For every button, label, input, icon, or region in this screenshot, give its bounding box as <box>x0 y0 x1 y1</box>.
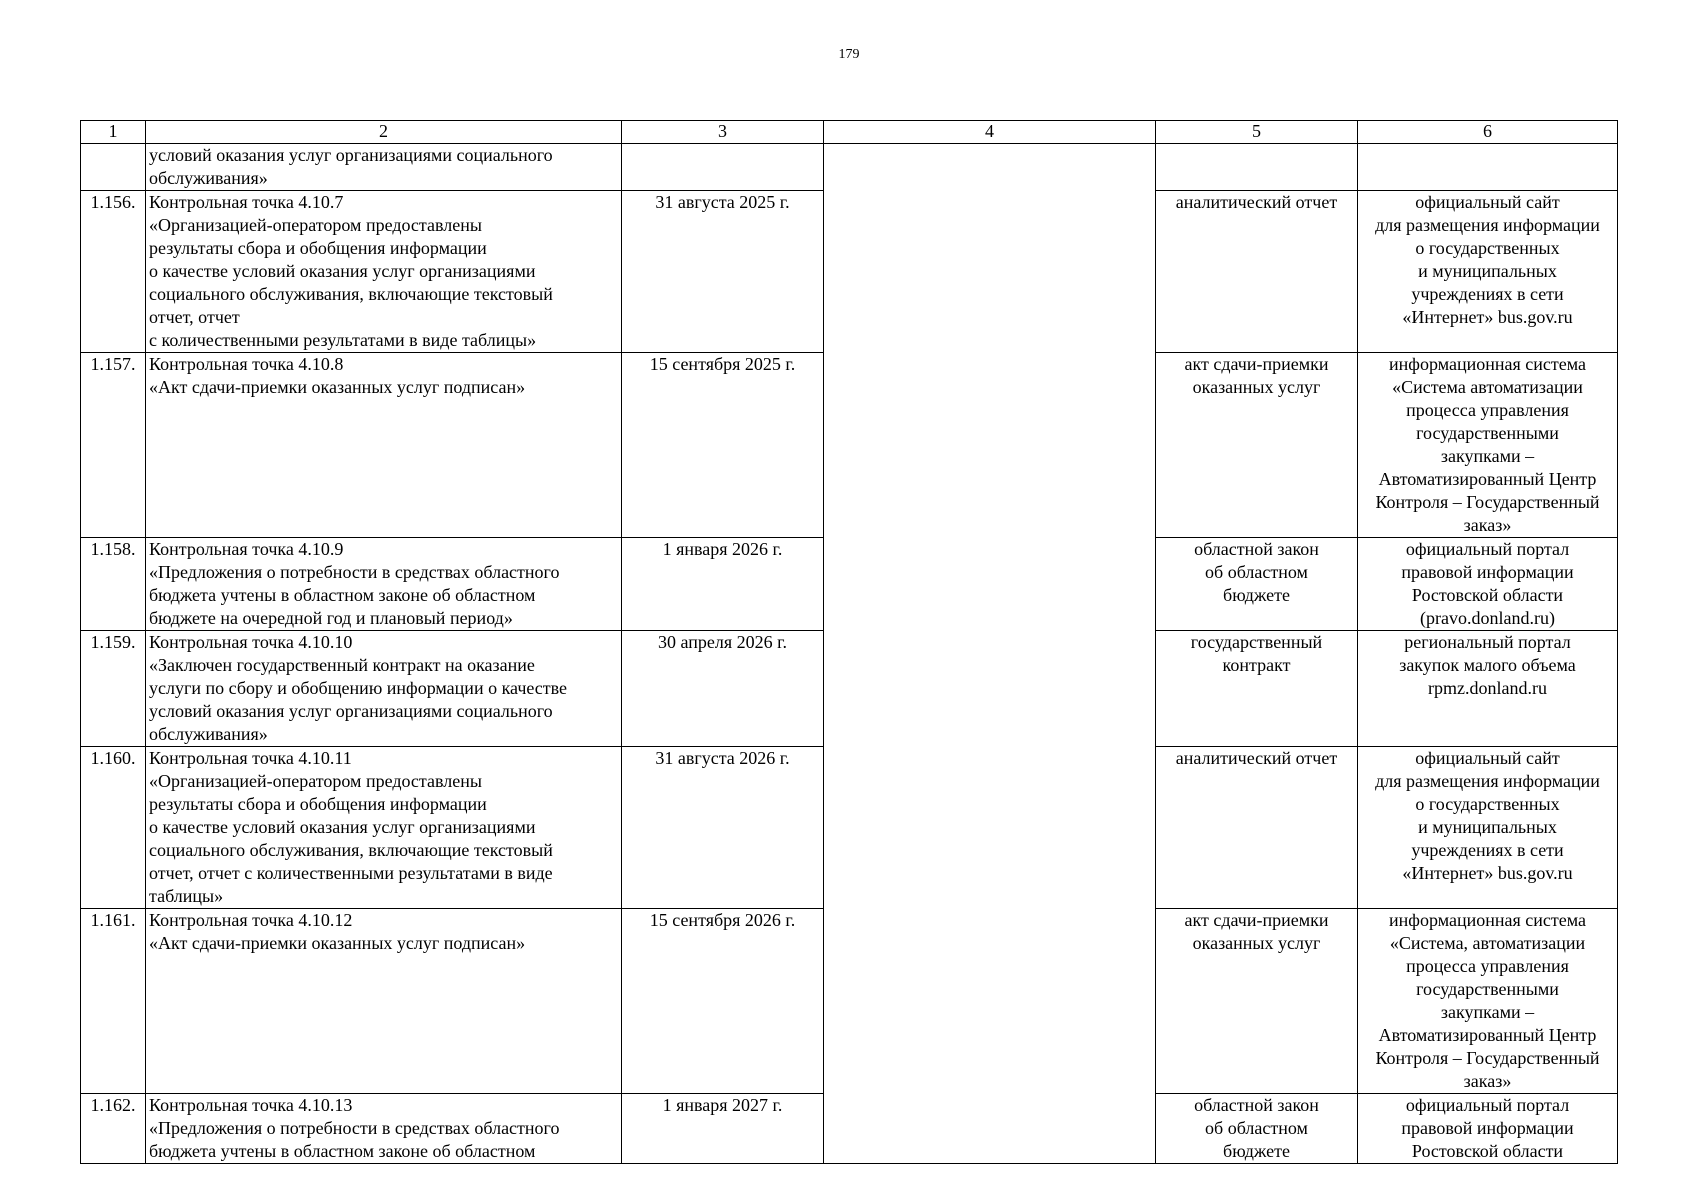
row-source: официальный сайт для размещения информации о государственных и муниципальных учреждениях в сети «Интернет» bus.gov.ru <box>1358 191 1618 353</box>
row-source: информационная система «Система, автоматизации процесса управления государственными закупками – Автоматизированный Центр Контроля – Государственный заказ» <box>1358 909 1618 1094</box>
row-description: Контрольная точка 4.10.9 «Предложения о потребности в средствах областного бюджета учтены в областном законе об областном бюджете на очередной год и плановый период» <box>146 538 622 631</box>
row-deadline: 15 сентября 2025 г. <box>622 353 824 538</box>
row-number: 1.157. <box>81 353 146 538</box>
row-document-type: областной закон об областном бюджете <box>1156 1094 1358 1164</box>
row-description: Контрольная точка 4.10.12 «Акт сдачи-приемки оказанных услуг подписан» <box>146 909 622 1094</box>
row-document-type: государственный контракт <box>1156 631 1358 747</box>
control-points-table <box>80 120 1618 1164</box>
row-number: 1.161. <box>81 909 146 1094</box>
column-header-6: 6 <box>1358 121 1618 144</box>
row-number: 1.160. <box>81 747 146 909</box>
row-source: информационная система «Система автоматизации процесса управления государственными закупками – Автоматизированный Центр Контроля – Государственный заказ» <box>1358 353 1618 538</box>
row-deadline: 1 января 2026 г. <box>622 538 824 631</box>
row-deadline: 31 августа 2026 г. <box>622 747 824 909</box>
row-deadline: 1 января 2027 г. <box>622 1094 824 1164</box>
row-document-type: областной закон об областном бюджете <box>1156 538 1358 631</box>
row-number: 1.162. <box>81 1094 146 1164</box>
row-description: Контрольная точка 4.10.11 «Организацией-оператором предоставлены результаты сбора и обобщения информации о качестве условий оказания услуг организациями социального обслуживания, включающие текстовый отчет, отчет с количественными результатами в виде таблицы» <box>146 747 622 909</box>
row-source: официальный сайт для размещения информации о государственных и муниципальных учреждениях в сети «Интернет» bus.gov.ru <box>1358 747 1618 909</box>
column-header-4: 4 <box>824 121 1156 144</box>
row-document-type <box>1156 144 1358 191</box>
row-source <box>1358 144 1618 191</box>
row-description: Контрольная точка 4.10.13 «Предложения о потребности в средствах областного бюджета учтены в областном законе об областном <box>146 1094 622 1164</box>
row-deadline: 31 августа 2025 г. <box>622 191 824 353</box>
row-description: Контрольная точка 4.10.8 «Акт сдачи-приемки оказанных услуг подписан» <box>146 353 622 538</box>
row-number: 1.156. <box>81 191 146 353</box>
row-deadline: 30 апреля 2026 г. <box>622 631 824 747</box>
column-4-merged-cell <box>824 144 1156 1164</box>
table-header-row <box>81 121 1618 144</box>
row-source: региональный портал закупок малого объема rpmz.donland.ru <box>1358 631 1618 747</box>
row-description: Контрольная точка 4.10.10 «Заключен государственный контракт на оказание услуги по сбору и обобщению информации о качестве условий оказания услуг организациями социального обслуживания» <box>146 631 622 747</box>
page-number: 179 <box>838 47 860 62</box>
row-document-type: акт сдачи-приемки оказанных услуг <box>1156 909 1358 1094</box>
row-source: официальный портал правовой информации Ростовской области <box>1358 1094 1618 1164</box>
row-description: Контрольная точка 4.10.7 «Организацией-оператором предоставлены результаты сбора и обобщения информации о качестве условий оказания услуг организациями социального обслуживания, включающие текстовый отчет, отчет с количественными результатами в виде таблицы» <box>146 191 622 353</box>
row-number <box>81 144 146 191</box>
row-number: 1.159. <box>81 631 146 747</box>
column-header-5: 5 <box>1156 121 1358 144</box>
row-document-type: акт сдачи-приемки оказанных услуг <box>1156 353 1358 538</box>
column-header-2: 2 <box>146 121 622 144</box>
row-deadline <box>622 144 824 191</box>
row-source: официальный портал правовой информации Ростовской области (pravo.donland.ru) <box>1358 538 1618 631</box>
row-number: 1.158. <box>81 538 146 631</box>
table-row <box>81 144 1618 191</box>
row-description: условий оказания услуг организациями социального обслуживания» <box>146 144 622 191</box>
row-deadline: 15 сентября 2026 г. <box>622 909 824 1094</box>
column-header-3: 3 <box>622 121 824 144</box>
row-document-type: аналитический отчет <box>1156 191 1358 353</box>
row-document-type: аналитический отчет <box>1156 747 1358 909</box>
column-header-1: 1 <box>81 121 146 144</box>
